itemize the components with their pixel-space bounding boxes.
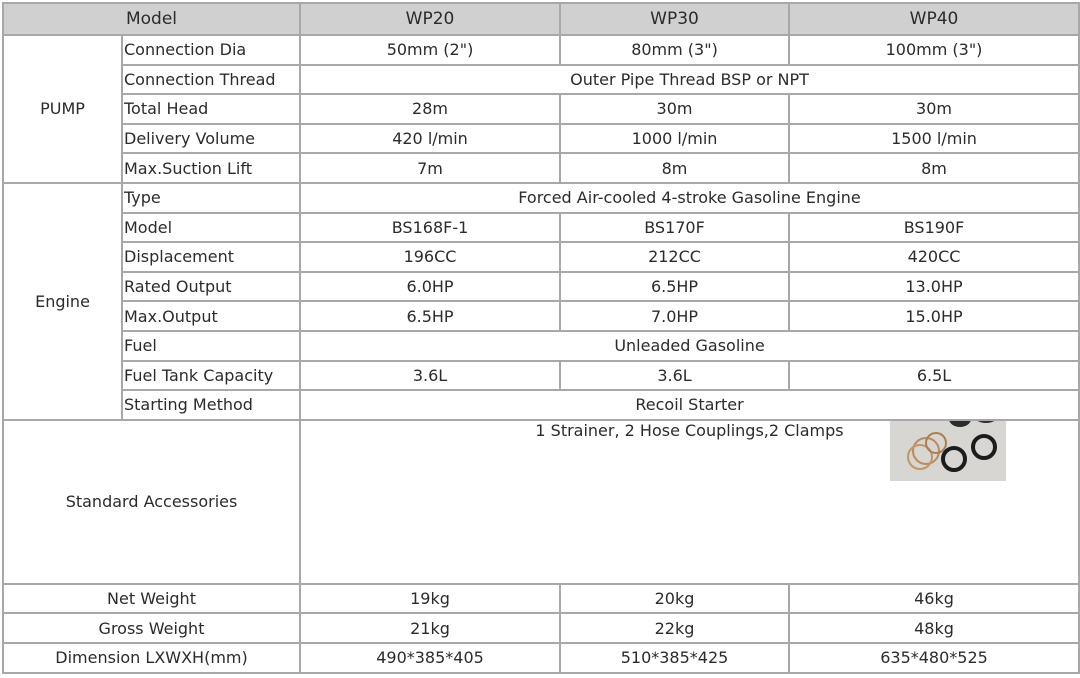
table-row — [3, 361, 1079, 391]
row-label: Displacement — [122, 242, 300, 272]
cell-value: BS190F — [789, 213, 1079, 243]
row-label: Max.Output — [122, 301, 300, 331]
accessories-photo — [890, 420, 1006, 481]
cell-value: 28m — [300, 94, 560, 124]
row-label: Connection Dia — [122, 35, 300, 65]
header-model-wp30: WP30 — [560, 3, 789, 35]
cell-value: 13.0HP — [789, 272, 1079, 302]
cell-value: 1000 l/min — [560, 124, 789, 154]
table-row — [3, 272, 1079, 302]
table-row — [3, 390, 1079, 420]
cell-value: BS168F-1 — [300, 213, 560, 243]
table-row — [3, 35, 1079, 65]
table-row — [3, 183, 1079, 213]
cell-value: 21kg — [300, 613, 560, 643]
cell-value: 46kg — [789, 584, 1079, 614]
table-row — [3, 242, 1079, 272]
group-label-pump: PUMP — [3, 35, 122, 183]
table-row — [3, 331, 1079, 361]
cell-value: 510*385*425 — [560, 643, 789, 673]
cell-value: 3.6L — [560, 361, 789, 391]
cell-value: 7.0HP — [560, 301, 789, 331]
cell-value: 196CC — [300, 242, 560, 272]
cell-span-value: Forced Air-cooled 4-stroke Gasoline Engine — [300, 183, 1079, 213]
cell-value: 80mm (3") — [560, 35, 789, 65]
cell-value: BS170F — [560, 213, 789, 243]
accessories-text: 1 Strainer, 2 Hose Couplings,2 Clamps — [535, 420, 844, 440]
cell-value: 20kg — [560, 584, 789, 614]
cell-value: 6.5L — [789, 361, 1079, 391]
row-label: Net Weight — [3, 584, 300, 614]
table-row — [3, 94, 1079, 124]
accessories-wrap — [301, 421, 1078, 583]
row-label: Delivery Volume — [122, 124, 300, 154]
row-label: Total Head — [122, 94, 300, 124]
cell-span-value: Recoil Starter — [300, 390, 1079, 420]
cell-value: 48kg — [789, 613, 1079, 643]
cell-value: 7m — [300, 153, 560, 183]
cell-value: 15.0HP — [789, 301, 1079, 331]
table-row — [3, 301, 1079, 331]
row-label: Rated Output — [122, 272, 300, 302]
cell-value: 8m — [789, 153, 1079, 183]
cell-value: 100mm (3") — [789, 35, 1079, 65]
row-label: Gross Weight — [3, 613, 300, 643]
row-label: Model — [122, 213, 300, 243]
table-row — [3, 65, 1079, 95]
table-row — [3, 643, 1079, 673]
row-label: Type — [122, 183, 300, 213]
row-label: Connection Thread — [122, 65, 300, 95]
cell-value: 212CC — [560, 242, 789, 272]
group-label-engine: Engine — [3, 183, 122, 420]
cell-value: 22kg — [560, 613, 789, 643]
cell-value: 420 l/min — [300, 124, 560, 154]
header-row — [3, 3, 1079, 35]
row-label: Starting Method — [122, 390, 300, 420]
header-model-label: Model — [3, 3, 300, 35]
spec-table — [2, 2, 1080, 674]
cell-value: 6.5HP — [300, 301, 560, 331]
cell-value: 50mm (2") — [300, 35, 560, 65]
accessories-label: Standard Accessories — [3, 420, 300, 584]
cell-value: 30m — [560, 94, 789, 124]
table-row — [3, 153, 1079, 183]
row-label: Dimension LXWXH(mm) — [3, 643, 300, 673]
accessories-row — [3, 420, 1079, 584]
table-row — [3, 584, 1079, 614]
cell-span-value: Outer Pipe Thread BSP or NPT — [300, 65, 1079, 95]
cell-value: 635*480*525 — [789, 643, 1079, 673]
row-label: Max.Suction Lift — [122, 153, 300, 183]
cell-value: 3.6L — [300, 361, 560, 391]
accessories-cell — [300, 420, 1079, 584]
cell-value: 8m — [560, 153, 789, 183]
row-label: Fuel Tank Capacity — [122, 361, 300, 391]
cell-value: 490*385*405 — [300, 643, 560, 673]
header-model-wp20: WP20 — [300, 3, 560, 35]
table-row — [3, 613, 1079, 643]
row-label: Fuel — [122, 331, 300, 361]
header-model-wp40: WP40 — [789, 3, 1079, 35]
cell-value: 30m — [789, 94, 1079, 124]
table-row — [3, 124, 1079, 154]
cell-span-value: Unleaded Gasoline — [300, 331, 1079, 361]
cell-value: 19kg — [300, 584, 560, 614]
cell-value: 1500 l/min — [789, 124, 1079, 154]
cell-value: 420CC — [789, 242, 1079, 272]
cell-value: 6.5HP — [560, 272, 789, 302]
cell-value: 6.0HP — [300, 272, 560, 302]
table-row — [3, 213, 1079, 243]
